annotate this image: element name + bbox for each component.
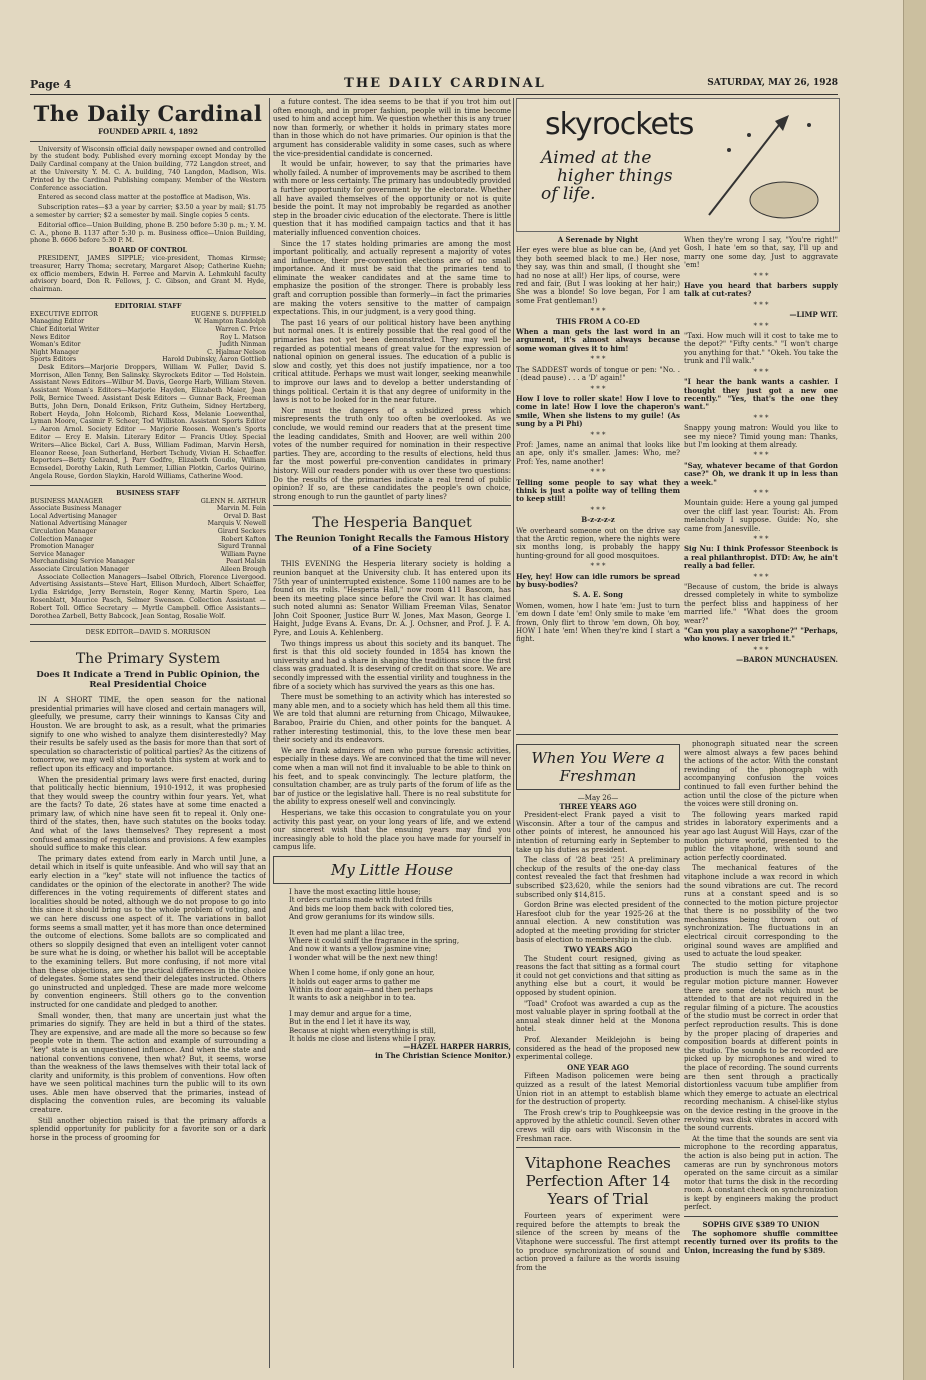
poem-source: in The Christian Science Monitor.) <box>375 1051 511 1060</box>
freshman-column <box>516 740 680 1370</box>
paragraph: Prof. Alexander Meiklejohn is being considered as the head of the proposed new experimental college. <box>516 1036 680 1062</box>
divider <box>516 1147 680 1148</box>
staff-name: Marquis V. Newell <box>207 520 266 528</box>
paragraph: The following years marked rapid strides in laboratory experiments and a year ago last August Will Hays, czar of the motion picture world, presented to the public the vitaphone, with sound and action perfectly coordinated. <box>684 810 838 862</box>
joke-item: "Say, whatever became of that Gordon case?" Oh, we drank it up in less than a week." <box>684 460 838 487</box>
staff-row <box>30 551 266 559</box>
paragraph: Nor must the dangers of a subsidized press which misrepresents the truth only too often be overlooked. As we conclude, we would remind our readers that at the present time the leading candidates, Smith and Hoover, are well within 200 votes of the number required for nomination in their respective parties. They are, according to the results of elections, held thus far the most powerful pre-convention candidates in primary history. Will our readers ponder with us over these two questions: Do the results of the primaries indicate a real trend of public opinion? If so, are these candidates the people's own choice, strong enough to run the gauntlet of party lines? <box>273 406 511 501</box>
desk-editor: DESK EDITOR—DAVID S. MORRISON <box>85 628 211 637</box>
joke-item: The SADDEST words of tongue or pen: "No. . . (dead pause) . . . a 'D' again!" <box>516 365 680 383</box>
poem-line <box>289 922 511 929</box>
joke-item: —BARON MUNCHAUSEN. <box>736 655 838 665</box>
staff-row <box>30 536 266 544</box>
joke-item: How I love to roller skate! How I love to come in late! How I love the chaperon's smile, When she listens to my guile! (As sung by a Pi Phi) <box>516 393 680 429</box>
hesperia-title: The Hesperia Banquet <box>312 515 472 532</box>
poem-line: It orders curtains made with fluted frills <box>289 896 432 905</box>
joke-item: * * * <box>753 488 769 497</box>
poem-line: And grow geraniums for its window sills. <box>289 913 435 922</box>
poem-line: It holds me close and listens while I pray. <box>289 1035 436 1043</box>
paragraph: Gordon Brine was elected president of the Haresfoot club for the year 1925-26 at the annual election. A new constitution was adopted at the meeting providing for stricter basis of election to membership in the club. <box>516 901 680 944</box>
header-rule <box>30 94 838 95</box>
skyrockets-left <box>516 236 680 732</box>
joke-item: Snappy young matron: Would you like to see my niece? Timid young man: Thanks, but I'm looking at them already. <box>684 424 838 449</box>
page-number: Page 4 <box>30 78 72 91</box>
joke-item: THIS FROM A CO-ED <box>556 316 640 326</box>
staff-row <box>30 513 266 521</box>
joke-item: "Can you play a saxophone?" "Perhaps, who knows. I never tried it." <box>684 626 838 644</box>
staff-role: Collection Manager <box>30 535 94 543</box>
joke-item: When a man gets the last word in an argument, it's almost always because some woman gives it to him! <box>516 327 680 353</box>
staff-name: Aileen Brough <box>220 565 266 573</box>
paragraph: When the presidential primary laws were first enacted, during that politically hectic biennium, 1910-1912, it was prophesied that they would sweep the country within four years. Yet, what are the facts? To date, 26 states have at some time enacted a primary law, of which nine have seen fit to repeal it. Only one-third of the states, then, have such statutes on the books today. And what of the laws themselves? They represent a most confused amassing of regulations and provisions. A few examples should suffice to make this clear. <box>30 775 266 853</box>
rocket-illustration <box>689 105 829 225</box>
primary-subtitle: Does It Indicate a Trend in Public Opinion, the Real Presidential Choice <box>36 670 260 691</box>
joke-item: Prof: James, name an animal that looks like an ape, only it's smaller. James: Who, me? Prof: Yes, name another! <box>516 440 680 466</box>
subtitle-line: higher things <box>557 166 673 186</box>
joke-item: * * * <box>753 321 769 330</box>
joke-item: * * * <box>753 367 769 376</box>
business-staff-list <box>30 498 266 574</box>
joke-item: * * * <box>753 535 769 543</box>
joke-item: Women, women, how I hate 'em: Just to turn 'em down I date 'em! Only smile to make 'em frown, Only flirt to throw 'em down, Oh boy, HOW I hate 'em! When they're kind I start a fight. <box>516 601 680 644</box>
editorial-more: Desk Editors—Marjorie Droppers, William W. Fuller, David S. Morrison, Allen Tenny, Ben Salinsky. Skyrockets Editor — Ted Holstein. Assistant News Editors—Wilbur M. Davis, George Harb, William Steven. Assistant Woman's Editors—Marjorie Hayden, Elizabeth Maier, Jean Polk, Bernice Tweed. Assistant Desk Editors — Gunnar Back, Freeman Butts, John Dern, Donald Erikson, Fritz Gutheim, Sidney Hertzberg, Robert Heyda, John Holcomb, Richard Koss, Melanie Loewenthal, Lyman Moore, Casimir F. Scheer, Tod Williston. Assistant Sports Editor — Aaron Arnol. Society Editor — Marjorie Roosen. Women's Sports Editor — Ercy E. Malsin. Literary Editor — Francis Utley. Special Writers—Alice Bickel, Carl A. Buss, William Fadiman, Marvin Hersh, Eleanor Reese, Jean Sutherland, Herbert Tschudy, Vivian H. Schaeffer. Reporters—Betty Gehrand, J. Parr Godfre, Elizabeth Goudie, William Ecmsedel, Dorothy Lakin, Ruth Lemmer, Lillian Plotkin, Carlos Quirino, Angela Rouse, Gordon Slaykin, Harold Williams, Catherine Wood. <box>30 362 266 481</box>
business-heading: BUSINESS STAFF <box>116 488 180 497</box>
joke-item: * * * <box>590 307 606 316</box>
staff-role: Promotion Manager <box>30 543 94 551</box>
paragraph: IN A SHORT TIME, the open season for the national presidential primaries will have closed and certain managers will, gleefully, we presume, carry their winnings to Kansas City and Houston. We are brought to ask, as a result, what the primaries signify to one who wished to analyze them disinterestedly? May their results be safely used as the basis for more than that sort of speculation so characteristic of political parties? As the citizens of tomorrow, we may well stop to watch this system at work and to reflect upon its efficacy and importance. <box>30 696 266 773</box>
staff-name: W. Hampton Randolph <box>194 318 266 326</box>
staff-role: Night Manager <box>30 348 79 356</box>
divider <box>30 141 266 142</box>
staff-name: Orval D. Bast <box>223 512 266 520</box>
divider <box>273 505 511 506</box>
staff-name: Sigurd Trannal <box>217 543 266 551</box>
poem-line: It even had me plant a lilac tree, <box>289 928 405 937</box>
paper-title: THE DAILY CARDINAL <box>344 76 546 91</box>
staff-name: Marvin M. Fein <box>216 505 266 513</box>
joke-item: * * * <box>590 468 606 477</box>
one-year-heading: ONE YEAR AGO <box>567 1062 629 1072</box>
paragraph: Hesperians, we take this occasion to congratulate you on your activity this past year, on your long years of life, and we extend our sincerest wish that the ensuing years may find you increasingly able to hold the place you have made for yourself in campus life. <box>273 808 511 852</box>
paragraph: There must be something to an activity which has interested so many able men, and to a society which has held them all this time. We are told that alumni are returning from Chicago, Milwaukee, Baraboo, Prairie du Chien, and other points for the banquet. A rather interesting testimonial, this, to the love these men bear their society and its endeavors. <box>273 693 511 745</box>
staff-name: Pearl Malsin <box>226 558 266 566</box>
joke-item: * * * <box>753 451 769 460</box>
joke-item: * * * <box>753 645 769 654</box>
about-text: University of Wisconsin official daily newspaper owned and controlled by the student body. Published every morning except Monday by the Daily Cardinal company at the Union building, 772 Langdon street, and at the University Y. M. C. A. building, 740 Langdon, Madison, Wis. Printed by the Cardinal Publishing company. Member of the Western Conference association. <box>30 144 266 192</box>
joke-item: Hey, hey! How can idle rumors be spread by busy-bodies? <box>516 571 680 590</box>
poem-line <box>289 962 511 969</box>
primary-title: The Primary System <box>75 651 221 668</box>
staff-row <box>30 505 266 513</box>
primary-body <box>30 696 266 1142</box>
paragraph: a future contest. The idea seems to be that if you trot him out often enough, and in proper fashion, people will in time become used to him and accept him. We question whether this is any truer now than formerly, or whether it holds in primary states more than in those which do not have primaries. Our opinion is that the argument has considerable validity in some cases, such as where the vice-presidential candidate is concerned. <box>273 98 511 158</box>
staff-row <box>30 558 266 566</box>
joke-item: We overheard someone out on the drive say that the Arctic region, where the nights were six months long, is probably the happy hunting-ground for all good mosquitoes. <box>516 526 680 560</box>
staff-name: William Payne <box>220 550 266 558</box>
hesperia-subtitle: The Reunion Tonight Recalls the Famous History of a Fine Society <box>275 534 509 555</box>
staff-row <box>30 334 266 342</box>
staff-role: Associate Circulation Manager <box>30 565 129 573</box>
staff-role: BUSINESS MANAGER <box>30 497 103 505</box>
skyrockets-right <box>684 236 838 732</box>
paragraph: At the time that the sounds are sent via microphone to the recording apparatus, the action is also being put in action. The cameras are run by synchronous motors operated on the same circuit as a similar motor that turns the disk in the recording room. A constant check on synchronization is kept by engineers making the product perfect. <box>684 1134 838 1212</box>
staff-row <box>30 311 266 319</box>
staff-row <box>30 528 266 536</box>
paragraph: Still another objection raised is that the primary affords a splendid opportunity for publicity for a favorite son or a dark horse in the process of grooming for <box>30 1116 266 1142</box>
joke-item: Have you heard that barbers supply talk at cut-rates? <box>684 281 838 299</box>
two-years-heading: TWO YEARS AGO <box>563 945 633 955</box>
staff-role: Local Advertising Manager <box>30 512 117 520</box>
founded-line: FOUNDED APRIL 4, 1892 <box>98 127 198 136</box>
poem-line: And now it wants a yellow jasmine vine; <box>289 945 432 954</box>
poem-line: It wants to ask a neighbor in to tea. <box>289 994 416 1003</box>
paragraph: We are frank admirers of men who pursue forensic activities, especially in these days. We are convinced that the time will never come when a man will not find it invaluable to be able to think on his feet, and to speak convincingly. The lecture platform, the consultation chamber, are as truly parts of the forum of life as the bar of justice or the legislative hall. There is no real substitute for the ability to express oneself well and convincingly. <box>273 746 511 807</box>
paragraph: phonograph situated near the screen were almost always a few paces behind the actions of the actor. With the constant rewinding of the phonograph with accompanying confusion the voices continued to fall even further behind the action until the close of the picture when the voices were still droning on. <box>684 740 838 809</box>
staff-role: Chief Editorial Writer <box>30 325 100 333</box>
joke-item: When they're wrong I say, "You're right!" Gosh, I hate 'em so that, say, I'll up and marry one some day, Just to aggravate 'em! <box>684 236 838 270</box>
poem-author: —HAZEL HARPER HARRIS, <box>403 1042 511 1052</box>
staff-role: EXECUTIVE EDITOR <box>30 310 98 318</box>
poem-line: When I come home, if only gone an hour, <box>289 969 435 978</box>
joke-item: * * * <box>590 562 606 571</box>
skyrockets-subtitle <box>541 149 673 203</box>
staff-name: Robert Kafton <box>221 535 266 543</box>
staff-name: EUGENE S. DUFFIELD <box>190 310 266 318</box>
entered-text: Entered as second class matter at the postoffice at Madison, Wis. <box>38 193 251 202</box>
staff-role: Service Manager <box>30 550 85 558</box>
joke-item: S. A. E. Song <box>573 590 623 600</box>
poem-line: And bids me loop them back with colored ties, <box>289 904 454 913</box>
staff-role: Associate Business Manager <box>30 505 122 513</box>
divider <box>30 624 266 625</box>
joke-item: * * * <box>753 300 769 309</box>
joke-item: * * * <box>590 384 606 393</box>
staff-row <box>30 326 266 334</box>
staff-row <box>30 520 266 528</box>
staff-row <box>30 543 266 551</box>
joke-item: * * * <box>753 271 769 280</box>
joke-item: B-z-z-z-z <box>581 515 615 525</box>
staff-name: C. Hjalmar Nelson <box>207 348 266 356</box>
business-more: Associate Collection Managers—Isabel Olbrich, Florence Livergood. Advertising Assistants—Steve Hart, Ellison Murdoch, Albert Schaeffer, Lydia Eskridge, Jerry Bernstein, Roger Kenny, Martin Spero, Lea Rosenblatt, Maurice Pasch, Selmer Swenson. Collection Assistant — Robert Toll. Office Secretary — Myrtle Campbell. Office Assistants—Dorothea Zarbell, Betty Babcock, Jean Sontag, Rosalie Wolf. <box>30 572 266 620</box>
staff-role: News Editor <box>30 333 70 341</box>
staff-role: National Advertising Manager <box>30 520 127 528</box>
poem-line: I may demur and argue for a time, <box>289 1009 412 1018</box>
control-heading: BOARD OF CONTROL <box>108 246 188 255</box>
sophs-text: The sophomore shuffle committee recently turned over its profits to the Union, increasing the fund by $389. <box>684 1228 838 1255</box>
column-rule <box>513 98 514 1368</box>
joke-item: Sig Nu: I think Professor Steenbock is a real philanthropist. DTD: Aw, he ain't really a bad feller. <box>684 544 838 571</box>
staff-name: Harold Dubinsky, Aaron Gottlieb <box>162 356 266 364</box>
poem-title: My Little House <box>273 856 511 884</box>
paragraph: THIS EVENING the Hesperia literary society is holding a reunion banquet at the University club. It has entered upon its 75th year of uninterrupted existence. Some 1100 names are to be found on its rolls. "Hesperia Hall," now room 411 Bascom, has been its meeting place since before the Civil war. It has claimed such noted alumni as: Senator William Freeman Vilas, Senator John Coit Spooner, Justice Burr W. Jones, Max Mason, George I. Haight, Judge Evans A. Evans, Dr. A. J. Ochsner, and Prof. J. F. A. Pyre, and Louis A. Kehlenberg. <box>273 560 511 638</box>
skyrockets-banner <box>516 98 840 232</box>
staff-row <box>30 349 266 357</box>
joke-item: —LIMP WIT. <box>789 310 838 320</box>
poem-line: I have the most exacting little house; <box>289 887 421 896</box>
editorial-heading: EDITORIAL STAFF <box>114 301 182 310</box>
paragraph: Small wonder, then, that many are uncertain just what the primaries do signify. They are held in but a third of the states. They are expensive, and are made all the more so because so few people vote in them. The action and example of surrounding a "key" state is an unquestioned influence. And when the state and national conventions convene, then what? But, it seems, worse than the weakness of the laws themselves with their total lack of clarity and uniformity, is this problem of conventions. How often have we seen political machines turn the public will to its own uses. Able men have observed that the primaries, instead of displacing the convention rules, are becoming its valuable creature. <box>30 1011 266 1115</box>
joke-item: * * * <box>590 355 606 364</box>
staff-name: Warren C. Price <box>215 325 266 333</box>
paragraph: The class of '28 beat '25! A preliminary checkup of the results of the one-day class contest revealed the fact that freshmen had subscribed $23,620, while the seniors had subscribed only $14,815. <box>516 856 680 899</box>
poem-line: Because at night when everything is still, <box>289 1026 436 1035</box>
staff-name: Roy L. Matson <box>219 333 266 341</box>
freshman-date: —May 26— <box>577 794 619 802</box>
masthead: The Daily Cardinal <box>33 101 263 126</box>
paragraph: The primary dates extend from early in March until June, a detail which in itself is quite unfeasible. And who will say that an early election in a "key" state will not influence the tactics of candidates or the opinion of the electorate in another? The wide differences in the voting requirements of different states and localities should be noted, although we do not propose to go into this since it should bring us to the whole problem of voting, and we can here discuss one aspect of it. The variations in ballot forms seems a small matter, yet it has more than once determined the outcome of elections. Some ballots are so complicated and others so sloppily designed that even an intelligent voter cannot be sure what he is doing, or whether his ballot will be acceptable to the examining tellers. But more confusing, if not more vital than these objections, are the practical differences in the choice of delegates. Some states send their delegates instructed. Others go uninstructed and unpledged. These are made more welcome by convention engineers. Still others go to the convention instructed for one candidate and pledged to another. <box>30 854 266 1009</box>
joke-item: Her eyes were blue as blue can be, (And yet they both seemed black to me.) Her nose, they say, was thin and small, (I thought she had no nose at all!) Her lips, of course, were red and fair, (But I was looking at her hair;) She was a blonde! So love began, For I am some Frat gentleman!) <box>516 246 680 305</box>
vitaphone-title: Vitaphone Reaches Perfection After 14 Years of Trial <box>525 1154 671 1209</box>
paragraph: The studio setting for vitaphone production is much the same as in the regular motion picture manner. However there are some details which must be attended to that are not required in the regular filming of a picture. The acoustics of the studio must be correct in order that perfect reproduction results. This is done by the proper placing of draperies and composition boards at different points in the studio. The sounds to be recorded are picked up by microphones and wired to the place of recording. The sound currents are then sent through a practically distortionless vacuum tube amplifier from which they emerge to actuate an electrical recording mechanism. A chisel-like stylus on the device resting in the groove in the revolving wax disk vibrates in accord with the sound currents. <box>684 960 838 1133</box>
joke-item: "Taxi. How much will it cost to take me to the depot?" "Fifty cents." "I won't charge you anything for that." "Okeh. You take the trunk and I'll walk." <box>684 332 838 366</box>
staff-name: Judith Ninman <box>219 341 266 349</box>
paragraph: The past 16 years of our political history have been anything but normal ones. It is entirely possible that the real good of the primaries has not yet been demonstrated. They may well be regarded as potential means of great value for the expression of national opinion on general issues. The education of a public is slow and costly, yet this does not justify impatience, nor a too critical attitude. Perhaps we must wait longer, seeking meanwhile to improve our laws and to develop a better understanding of things political. Certain it is that any degree of uniformity in the laws is not to be looked for in the near future. <box>273 318 511 405</box>
sophs-heading: SOPHS GIVE $389 TO UNION <box>702 1220 820 1230</box>
staff-role: Managing Editor <box>30 318 85 326</box>
staff-row <box>30 341 266 349</box>
adjacent-page-edge <box>903 0 926 1380</box>
poem-line: I wonder what will be the next new thing! <box>289 953 438 962</box>
joke-item: "I hear the bank wants a cashier. I thought they just got a new one recently." "Yes, that's the one they want." <box>684 377 838 412</box>
staff-name: Girard Seckers <box>217 528 266 536</box>
editorial-staff-list <box>30 311 266 364</box>
skyrockets-title: skyrockets <box>545 107 694 142</box>
vitaphone-column <box>684 740 838 1370</box>
joke-item: * * * <box>590 505 606 514</box>
control-text: PRESIDENT, JAMES SIPPLE; vice-president, Thomas Kirmse; treasurer, Harry Thoma; secretary, Margaret Alsop; Catherine Kuehn; ex officio members, Edwin H. Ferree and Marvin A. Lehmkuhl faculty advisory board, Don R. Fellows, J. C. Gibson, and Grant M. Hyde, chairman. <box>30 253 266 294</box>
paragraph: The mechanical features of the vitaphone include a wax record in which the sound vibrations are cut. The record runs at a constant speed and is so connected to the motion picture projector that there is no possibility of the two mechanisms being thrown out of synchronization. The fluctuations in an electrical circuit corresponding to the original sound waves are amplified and used to actuate the loud speaker. <box>684 864 838 959</box>
joke-item: * * * <box>753 413 769 422</box>
joke-list <box>684 236 838 665</box>
freshman-title: When You Were a Freshman <box>516 744 680 790</box>
joke-item: A Serenade by Night <box>557 236 639 244</box>
paragraph: "Toad" Crofoot was awarded a cup as the most valuable player in spring football at the annual steak dinner held at the Monona hotel. <box>516 999 680 1034</box>
divider <box>684 1216 838 1217</box>
editorial-column <box>30 98 266 1370</box>
staff-role: Sports Editors <box>30 356 77 364</box>
paragraph: It would be unfair, however, to say that the primaries have wholly failed. A number of improvements may be ascribed to them with more or less certainty. The primary has undoubtedly provided a further opportunity for government by the electorate. Whether all have availed themselves of the opportunity or not is quite beside the point. It may not improbably be regarded as another step in the broader civic education of the electorate. There is little question that it has modified campaign tactics and that it has materially influenced convention choices. <box>273 160 511 237</box>
divider <box>30 298 266 299</box>
divider <box>516 734 838 735</box>
column-rule <box>269 98 270 1368</box>
paragraph: Fourteen years of experiment were required before the attempts to break the silence of the screen by means of the Vitaphone were successful. The first attempt to produce synchronization of sound and action proved a failure as the words issuing from the <box>516 1212 680 1272</box>
divider <box>30 641 266 642</box>
editorial-column-2 <box>273 98 511 1370</box>
page-header <box>30 78 838 92</box>
staff-role: Merchandising Service Manager <box>30 558 135 566</box>
staff-role: Woman's Editor <box>30 341 81 349</box>
paragraph: Since the 17 states holding primaries are among the most important politically, and actually represent a majority of votes and influence, their pre-convention elections are of no small importance. And it must be said that the primaries tend to eliminate the weaker candidates and at the same time to emphasize the position of the stronger. There is probably less graft and corruption possible than formerly—in fact the primaries are making the voters sensitive to the matter of campaign expectations. This, in our judgment, is a very good thing. <box>273 239 511 317</box>
joke-item: Mountain guide: Here a young gal jumped over the cliff last year. Tourist: Ah. From melancholy I suppose. Guide: No, she came from Janesville. <box>684 499 838 533</box>
vitaphone-body <box>684 740 838 1212</box>
staff-name: GLENN H. ARTHUR <box>200 497 266 505</box>
staff-role: Circulation Manager <box>30 528 97 536</box>
joke-item: "Because of custom, the bride is always dressed completely in white to symbolize the perfect bliss and happiness of her married life." "What does the groom wear?" <box>684 583 838 625</box>
subtitle-line: Aimed at the <box>541 148 652 168</box>
hesperia-body <box>273 560 511 852</box>
joke-item: * * * <box>590 430 606 439</box>
joke-list <box>516 236 680 644</box>
offices-text: Editorial office—Union Building, phone B. 250 before 5:30 p. m.; Y. M. C. A., phone B. 1137 after 5:30 p. m. Business office—Union Building, phone B. 6606 before 5:30 P. M. <box>30 220 266 245</box>
divider <box>30 485 266 486</box>
issue-date: SATURDAY, MAY 26, 1928 <box>707 78 838 88</box>
poem-line <box>289 1003 511 1010</box>
subtitle-line: of life. <box>541 184 596 204</box>
poem-line: But in the end I let it have its way, <box>289 1018 411 1027</box>
staff-row <box>30 318 266 326</box>
subscription-text: Subscription rates—$3 a year by carrier; $3.50 a year by mail; $1.75 a semester by carrier; $2 a semester by mail. Single copies 5 cents. <box>30 203 266 219</box>
primary-body-continued <box>273 98 511 501</box>
joke-item: Telling some people to say what they think is just a polite way of telling them to keep still! <box>516 477 680 504</box>
joke-item: * * * <box>753 572 769 581</box>
staff-row <box>30 498 266 506</box>
paragraph: The Frosh crew's trip to Poughkeepsie was approved by the athletic council. Seven other crews will dip oars with Wisconsin in the Freshman race. <box>516 1108 680 1143</box>
poem-line: It holds out eager arms to gather me <box>289 977 421 986</box>
poem-body <box>273 888 511 1044</box>
poem-line: Where it could sniff the fragrance in the spring, <box>289 936 460 945</box>
paragraph: The Student court resigned, giving as reasons the fact that sitting as a formal court it could not get convictions and that sitting as anything else but a court, it would be opposed by student opinion. <box>516 954 680 998</box>
three-years-heading: THREE YEARS AGO <box>559 801 637 811</box>
poem-line: Within its door again—and then perhaps <box>289 985 433 994</box>
paragraph: President-elect Frank payed a visit to Wisconsin. After a tour of the campus and other points of interest, he announced his intention of returning early in September to take up his duties as president. <box>516 811 680 854</box>
paragraph: Two things impress us about this society and its banquet. The first is that this old society founded in 1854 has known the university and had a share in shaping the traditions since the first class was graduated. It is deserving of credit on that score. We are secondly impressed with the essential virility and toughness in the fibre of a society which has survived the years as this one has. <box>273 639 511 691</box>
paragraph: Fifteen Madison policemen were being quizzed as a result of the latest Memorial Union riot in an attempt to establish blame for the destruction of property. <box>516 1072 680 1107</box>
